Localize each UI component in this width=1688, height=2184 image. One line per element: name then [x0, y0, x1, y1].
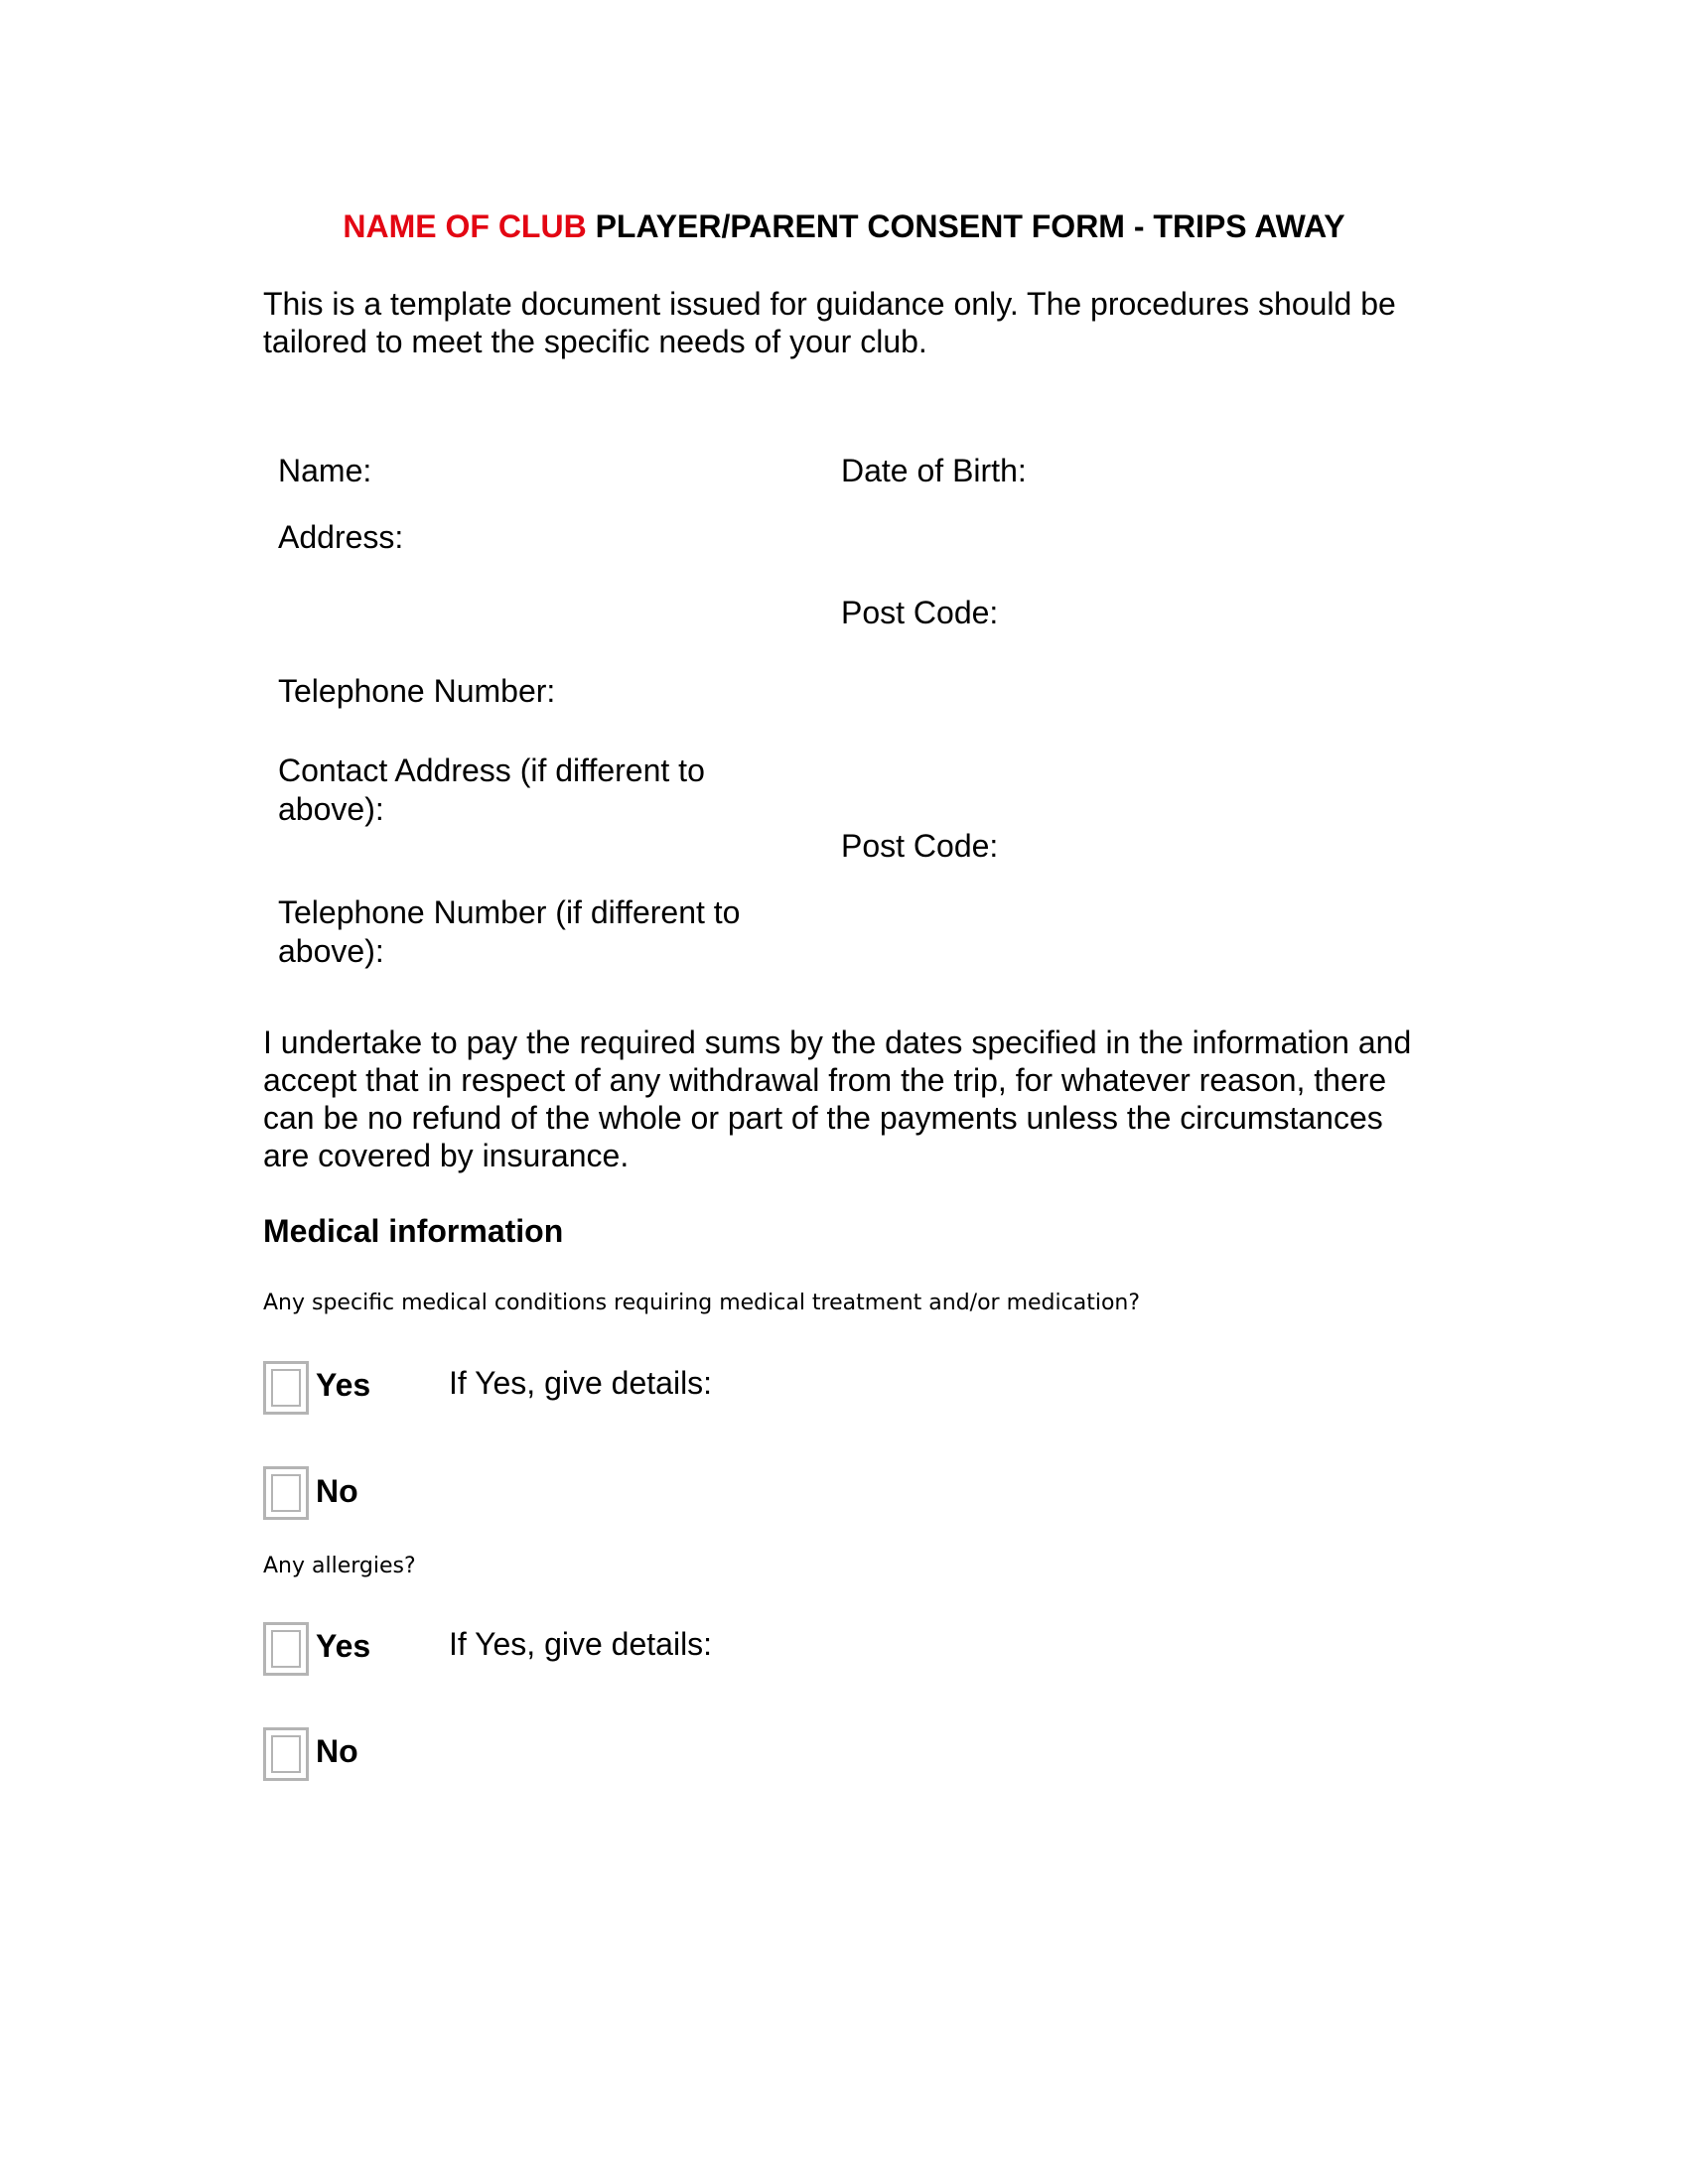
intro-text: This is a template document issued for guidance only. The procedures should be tailored to meet the specific needs of your club.	[263, 286, 1396, 359]
address-field-label: Address:	[278, 519, 404, 555]
payment-undertaking-text: I undertake to pay the required sums by the dates specified in the information and accept that in respect of any withdrawal from the trip, for whatever reason, there can be no refund of the whole or part of the payments unless the circumstances are covered by insurance.	[263, 1024, 1412, 1173]
conditions-no-checkbox[interactable]	[263, 1466, 309, 1520]
conditions-yes-label: Yes	[316, 1367, 371, 1403]
conditions-no-label: No	[316, 1473, 358, 1509]
alt-telephone-field-label: Telephone Number (if different to above):	[278, 894, 741, 969]
allergies-yes-label: Yes	[316, 1628, 371, 1664]
postcode-field-label: Post Code:	[841, 595, 999, 630]
dob-field-label: Date of Birth:	[841, 453, 1027, 488]
name-field-label: Name:	[278, 453, 372, 488]
telephone-field-label: Telephone Number:	[278, 673, 556, 709]
allergies-details-label: If Yes, give details:	[449, 1626, 713, 1662]
conditions-details-label: If Yes, give details:	[449, 1365, 713, 1401]
form-title: PLAYER/PARENT CONSENT FORM - TRIPS AWAY	[595, 208, 1345, 244]
medical-conditions-question: Any specific medical conditions requiring medical treatment and/or medication?	[263, 1291, 1141, 1315]
contact-address-field-label: Contact Address (if different to above):	[278, 752, 705, 827]
allergies-no-label: No	[316, 1733, 358, 1769]
page-title	[0, 208, 1688, 245]
allergies-yes-checkbox[interactable]	[263, 1622, 309, 1676]
medical-info-heading: Medical information	[263, 1213, 564, 1249]
conditions-yes-checkbox[interactable]	[263, 1361, 309, 1415]
allergies-question: Any allergies?	[263, 1554, 416, 1578]
contact-postcode-field-label: Post Code:	[841, 828, 999, 864]
allergies-no-checkbox[interactable]	[263, 1727, 309, 1781]
club-name-placeholder: NAME OF CLUB	[343, 208, 587, 244]
